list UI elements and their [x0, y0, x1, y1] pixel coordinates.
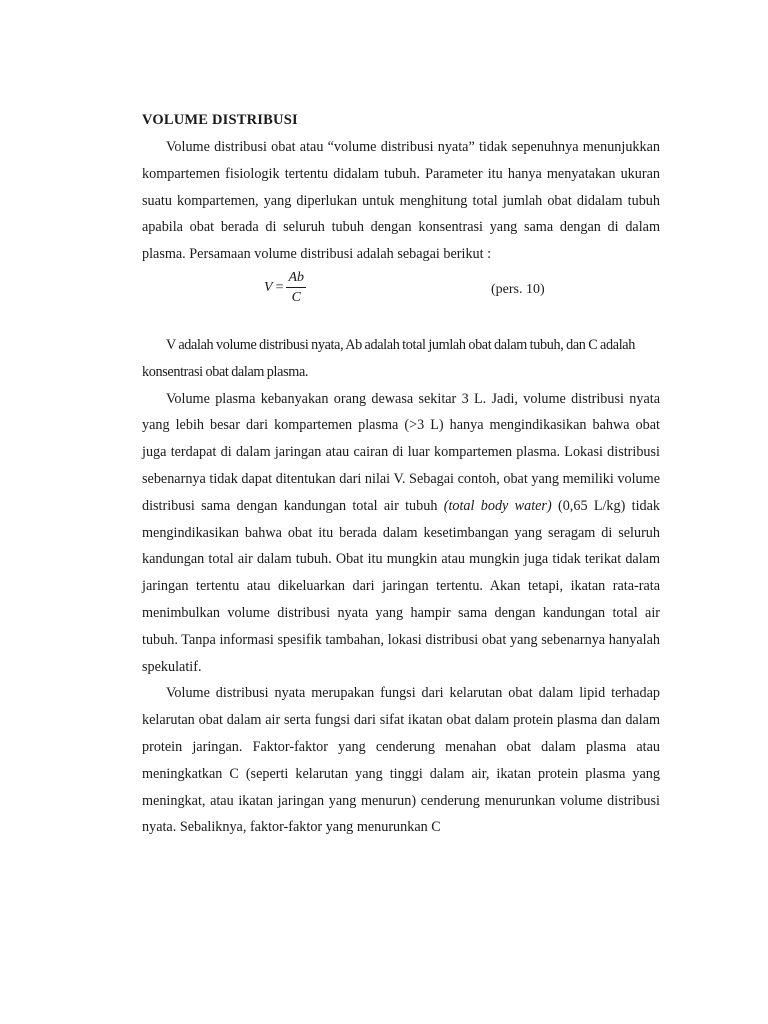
italic-term: (total body water) — [443, 497, 552, 514]
section-heading: VOLUME DISTRIBUSI — [142, 112, 298, 128]
equation-fraction — [286, 270, 306, 306]
equation — [264, 270, 306, 306]
equation-denominator: C — [291, 289, 301, 305]
equation-lhs: V — [264, 279, 273, 295]
paragraph-variables: V adalah volume distribusi nyata, Ab adalah total jumlah obat dalam tubuh, dan C adalah konsentrasi obat dalam plasma. — [142, 336, 635, 380]
paragraph-plasma-volume-text-a: Volume plasma kebanyakan orang dewasa sekitar 3 L. Jadi, volume distribusi nyata yang lebih besar dari kompartemen plasma (>3 L) hanya mengindikasikan bahwa obat juga terdapat di dalam jaringan atau cairan di luar kompartemen plasma. Lokasi distribusi sebenarnya tidak dapat ditentukan dari nilai V. Sebagai contoh, obat yang memiliki volume distribusi sama dengan kandungan total air tubuh — [142, 390, 660, 514]
paragraph-solubility: Volume distribusi nyata merupakan fungsi dari kelarutan obat dalam lipid terhadap kelarutan obat dalam air serta fungsi dari sifat ikatan obat dalam protein plasma dan dalam protein jaringan. Faktor-faktor yang cenderung menahan obat dalam plasma atau meningkatkan C (seperti kelarutan yang tinggi dalam air, ikatan protein plasma yang meningkat, atau ikatan jaringan yang menurun) cenderung menurunkan volume distribusi nyata. Sebaliknya, faktor-faktor yang menurunkan C — [142, 685, 660, 836]
equation-row — [142, 270, 660, 320]
equation-equals: = — [275, 279, 284, 295]
paragraph-plasma-volume — [142, 386, 660, 681]
paragraph-plasma-volume-text-b: (0,65 L/kg) tidak mengindikasikan bahwa obat itu berada dalam kesetimbangan yang seragam di seluruh kandungan total air dalam tubuh. Obat itu mungkin atau mungkin juga tidak terikat dalam jaringan tertentu atau dikeluarkan dari jaringan tertentu. Akan tetapi, ikatan rata-rata menimbulkan volume distribusi nyata yang hampir sama dengan kandungan total air tubuh. Tanpa informasi spesifik tambahan, lokasi distribusi obat yang sebenarnya hanyalah spekulatif. — [142, 497, 661, 675]
paragraph-definition: Volume distribusi obat atau “volume distribusi nyata” tidak sepenuhnya menunjukkan kompartemen fisiologik tertentu didalam tubuh. Parameter itu hanya menyatakan ukuran suatu kompartemen, yang diperlukan untuk menghitung total jumlah obat didalam tubuh apabila obat berada di seluruh tubuh dengan konsentrasi yang sama dengan di dalam plasma. Persamaan volume distribusi adalah sebagai berikut : — [142, 139, 660, 263]
equation-label: (pers. 10) — [491, 281, 545, 297]
page-content — [142, 107, 660, 841]
equation-numerator: Ab — [286, 270, 306, 288]
